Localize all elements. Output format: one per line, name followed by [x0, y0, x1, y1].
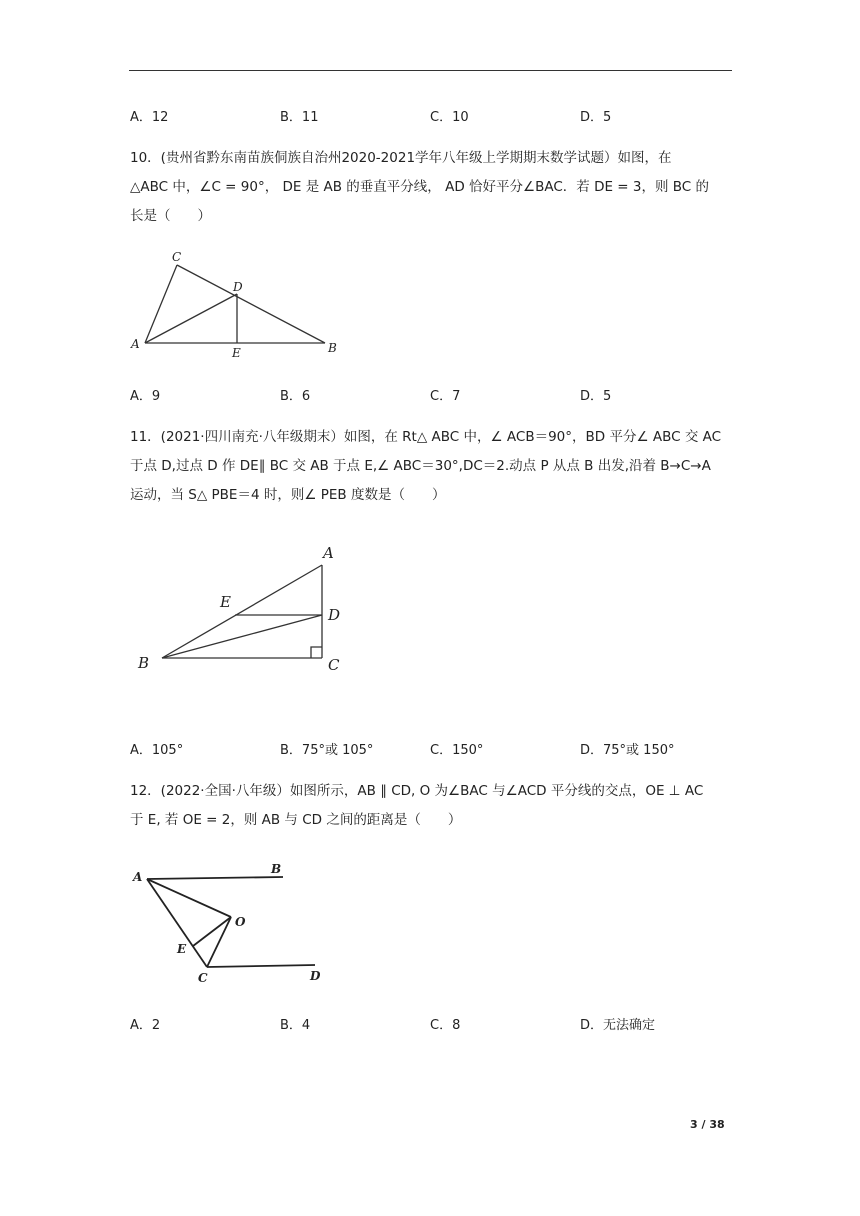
q12-parallel-lines-figure	[125, 855, 335, 990]
q12-label-e: E	[177, 942, 187, 956]
q11-label-d: D	[328, 606, 341, 624]
q10-label-c: C	[172, 250, 182, 264]
q9-option-a: A．12	[130, 110, 169, 125]
q11-option-c: C．150°	[430, 743, 484, 758]
q12-options	[130, 1014, 750, 1034]
q10-option-a: A．9	[130, 389, 161, 404]
q10-option-b: B．6	[280, 389, 311, 404]
q10-line-2: △ABC 中，∠C = 90°， DE 是 AB 的垂直平分线， AD 恰好平分∠BAC．若 DE = 3，则 BC 的	[130, 179, 710, 195]
q10-label-d: D	[233, 280, 243, 294]
header-rule	[129, 70, 732, 71]
q11-option-b: B．75°或 105°	[280, 743, 374, 758]
q10-line-3: 长是（ ）	[130, 208, 211, 224]
q11-options	[130, 739, 750, 759]
q11-stem	[130, 423, 735, 510]
q11-label-e: E	[220, 593, 231, 611]
q12-line-1: 12．(2022·全国·八年级）如图所示，AB ∥ CD, O 为∠BAC 与∠ACD 平分线的交点，OE ⊥ AC	[130, 783, 704, 799]
q10-stem	[130, 144, 735, 231]
q9-option-b: B．11	[280, 110, 319, 125]
q12-label-o: O	[235, 915, 246, 929]
q10-line-1: 10．(贵州省黔东南苗族侗族自治州2020-2021学年八年级上学期期末数学试题）如图，在	[130, 150, 672, 166]
q11-line-3: 运动，当 S△ PBE＝4 时，则∠ PEB 度数是（ ）	[130, 487, 446, 503]
q12-label-b: B	[271, 862, 282, 876]
q11-right-triangle-figure	[130, 540, 360, 680]
q12-option-c: C．8	[430, 1018, 461, 1033]
q11-option-d: D．75°或 150°	[580, 743, 675, 758]
q11-label-a: A	[323, 544, 334, 562]
q12-option-d: D．无法确定	[580, 1018, 656, 1033]
page-number: 3 / 38	[690, 1118, 725, 1131]
q10-label-b: B	[328, 341, 337, 355]
q10-triangle-figure	[125, 245, 355, 365]
q9-options	[130, 106, 750, 126]
q10-label-e: E	[232, 346, 241, 360]
q10-options	[130, 385, 750, 405]
q11-line-1: 11．(2021·四川南充·八年级期末）如图，在 Rt△ ABC 中，∠ ACB＝90°，BD 平分∠ ABC 交 AC	[130, 429, 722, 445]
q12-line-2: 于 E, 若 OE = 2，则 AB 与 CD 之间的距离是（ ）	[130, 812, 462, 828]
q10-option-d: D．5	[580, 389, 612, 404]
q11-label-c: C	[328, 656, 340, 674]
q12-label-a: A	[133, 870, 143, 884]
q12-stem	[130, 777, 735, 835]
q12-label-c: C	[198, 971, 208, 985]
q12-option-a: A．2	[130, 1018, 161, 1033]
q12-option-b: B．4	[280, 1018, 311, 1033]
q11-label-b: B	[138, 654, 150, 672]
q12-label-d: D	[310, 969, 321, 983]
q11-option-a: A．105°	[130, 743, 184, 758]
q10-label-a: A	[131, 337, 140, 351]
q10-option-c: C．7	[430, 389, 461, 404]
q11-line-2: 于点 D,过点 D 作 DE∥ BC 交 AB 于点 E,∠ ABC＝30°,DC＝2.动点 P 从点 B 出发,沿着 B→C→A	[130, 458, 711, 474]
q9-option-d: D．5	[580, 110, 612, 125]
q9-option-c: C．10	[430, 110, 469, 125]
